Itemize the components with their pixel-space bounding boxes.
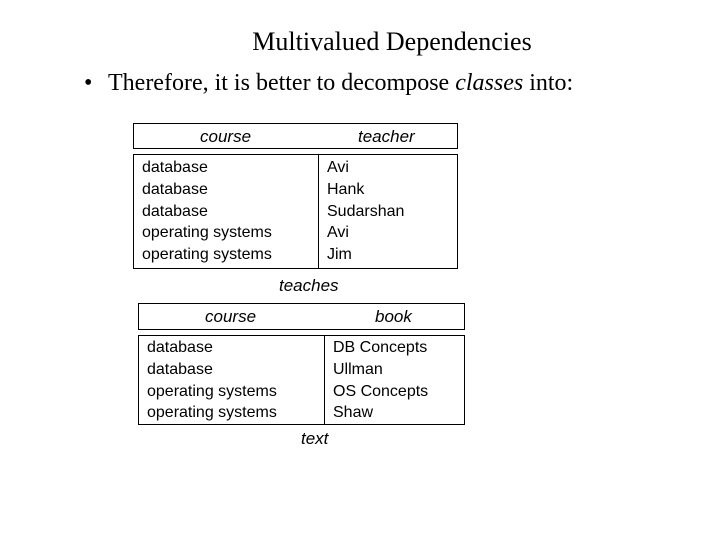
text-book-column [333, 337, 428, 424]
bullet-text [108, 70, 573, 97]
teaches-teacher-cell: Avi [327, 159, 349, 176]
text-course-column [147, 337, 277, 424]
bullet-prefix: Therefore, it is better to decompose [108, 70, 456, 96]
teaches-teacher-column [327, 157, 404, 266]
text-course-cell: database [147, 360, 213, 378]
teaches-header-course: course [200, 127, 252, 146]
slide-title: Multivalued Dependencies [252, 27, 532, 56]
text-course-cell: operating systems [147, 382, 277, 400]
teaches-caption: teaches [279, 276, 339, 295]
bullet-emphasis: classes [455, 70, 524, 96]
teaches-teacher-cell: Avi [327, 224, 349, 242]
text-header-box [138, 303, 465, 330]
teaches-course-cell: operating systems [142, 224, 272, 242]
text-book-cell: OS Concepts [333, 382, 429, 400]
text-header-course: course [205, 307, 257, 326]
bullet-suffix: into: [523, 70, 574, 96]
text-course-cell: database [147, 339, 213, 356]
teaches-course-cell: database [142, 202, 208, 220]
text-book-cell: Shaw [333, 404, 374, 422]
teaches-course-cell: operating systems [142, 246, 272, 264]
text-course-cell: operating systems [147, 404, 277, 422]
teaches-teacher-cell: Jim [327, 246, 352, 264]
text-header-book: book [375, 307, 412, 326]
teaches-header-teacher: teacher [358, 127, 415, 146]
teaches-course-column [142, 157, 272, 266]
teaches-teacher-cell: Hank [327, 180, 365, 198]
text-book-cell: Ullman [333, 360, 383, 378]
teaches-column-divider [318, 154, 319, 269]
text-column-divider [324, 335, 325, 425]
text-caption: text [301, 429, 329, 448]
teaches-teacher-cell: Sudarshan [327, 202, 405, 220]
teaches-course-cell: database [142, 159, 208, 176]
text-book-cell: DB Concepts [333, 339, 428, 356]
bullet-marker: • [84, 70, 93, 96]
teaches-course-cell: database [142, 180, 208, 198]
